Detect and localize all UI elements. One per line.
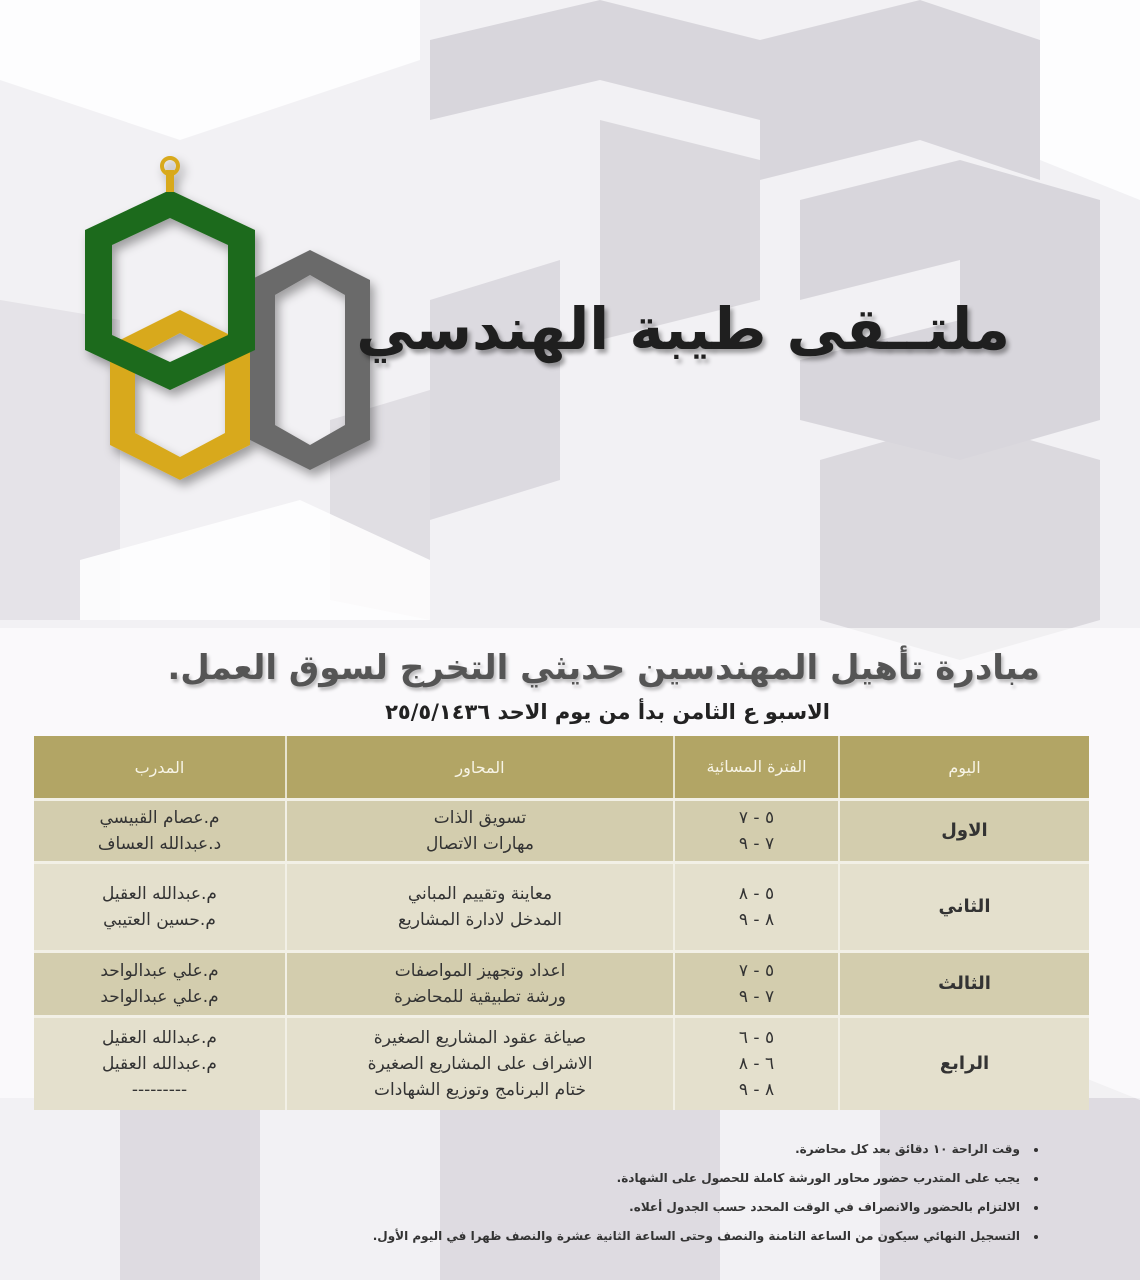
trainer-value: م.علي عبدالواحد: [100, 987, 219, 1007]
topic-value: المدخل لادارة المشاريع: [397, 910, 562, 930]
table-row: [34, 863, 1089, 952]
trainer-value: م.عبدالله العقيل: [102, 884, 217, 904]
topic-value: تسويق الذات: [433, 808, 527, 828]
trainer-value: م.عبدالله العقيل: [102, 1054, 217, 1074]
trainer-cell: [34, 800, 286, 863]
trainer-value: م.علي عبدالواحد: [100, 961, 219, 981]
day-cell: الاول: [839, 800, 1089, 863]
period-value: ٥ - ٧: [738, 961, 775, 981]
topic-value: اعداد وتجهيز المواصفات: [394, 961, 566, 981]
page-title: مبادرة تأهيل المهندسين حديثي التخرج لسوق العمل.: [167, 648, 1040, 688]
header-topics: المحاور: [286, 736, 674, 800]
note-item: • التسجيل النهائي سيكون من الساعة الثامنة والنصف وحتى الساعة الثانية عشرة والنصف ظهرا في اليوم الأول.: [373, 1229, 1024, 1243]
period-value: ٧ - ٩: [738, 987, 775, 1007]
note-item: • يجب على المتدرب حضور محاور الورشة كاملة للحصول على الشهادة.: [373, 1171, 1024, 1185]
trainer-value: م.حسين العتيبي: [103, 910, 216, 930]
notes-list: [373, 1142, 1040, 1258]
trainer-value: م.عصام القبيسي: [99, 808, 220, 828]
note-item: • وقت الراحة ١٠ دقائق بعد كل محاضرة.: [373, 1142, 1024, 1156]
note-item: • الالتزام بالحضور والانصراف في الوقت المحدد حسب الجدول أعلاه.: [373, 1200, 1024, 1214]
trainer-value: م.عبدالله العقيل: [102, 1028, 217, 1048]
topic-value: ورشة تطبيقية للمحاضرة: [394, 987, 566, 1007]
topic-value: مهارات الاتصال: [426, 834, 534, 854]
period-cell: [674, 863, 839, 952]
topic-value: معاينة وتقييم المباني: [407, 884, 553, 904]
period-value: ٥ - ٧: [738, 808, 775, 828]
topic-value: ختام البرنامج وتوزيع الشهادات: [373, 1080, 587, 1100]
schedule-table-container: [34, 736, 1089, 1100]
table-row: [34, 800, 1089, 863]
period-cell: [674, 800, 839, 863]
topic-value: صياغة عقود المشاريع الصغيرة: [373, 1028, 587, 1048]
topics-cell: [286, 952, 674, 1017]
table-row: [34, 952, 1089, 1017]
period-value: ٨ - ٩: [738, 910, 775, 930]
period-value: ٧ - ٩: [738, 834, 775, 854]
header-day: اليوم: [839, 736, 1089, 800]
day-cell: الثاني: [839, 863, 1089, 952]
period-cell: [674, 1017, 839, 1111]
trainer-cell: [34, 863, 286, 952]
topic-value: الاشراف على المشاريع الصغيرة: [367, 1054, 593, 1074]
schedule-table: [34, 736, 1089, 1110]
logo-title: ملتــقى طيبة الهندسي: [356, 295, 1010, 363]
page-subtitle: الاسبو ع الثامن بدأ من يوم الاحد ٢٥/٥/١٤٣٦: [385, 700, 830, 724]
topics-cell: [286, 863, 674, 952]
trainer-cell: [34, 952, 286, 1017]
header-period: الفترة المسائية: [674, 736, 839, 800]
day-cell: الثالث: [839, 952, 1089, 1017]
trainer-value: د.عبدالله العساف: [97, 834, 222, 854]
period-cell: [674, 952, 839, 1017]
table-row: [34, 1017, 1089, 1111]
trainer-value: ---------: [131, 1080, 188, 1100]
topics-cell: [286, 800, 674, 863]
table-header-row: [34, 736, 1089, 800]
topics-cell: [286, 1017, 674, 1111]
period-value: ٥ - ٨: [738, 884, 775, 904]
period-value: ٥ - ٦: [738, 1028, 775, 1048]
period-value: ٨ - ٩: [738, 1080, 775, 1100]
day-cell: الرابع: [839, 1017, 1089, 1111]
period-value: ٦ - ٨: [738, 1054, 775, 1074]
header-trainer: المدرب: [34, 736, 286, 800]
trainer-cell: [34, 1017, 286, 1111]
